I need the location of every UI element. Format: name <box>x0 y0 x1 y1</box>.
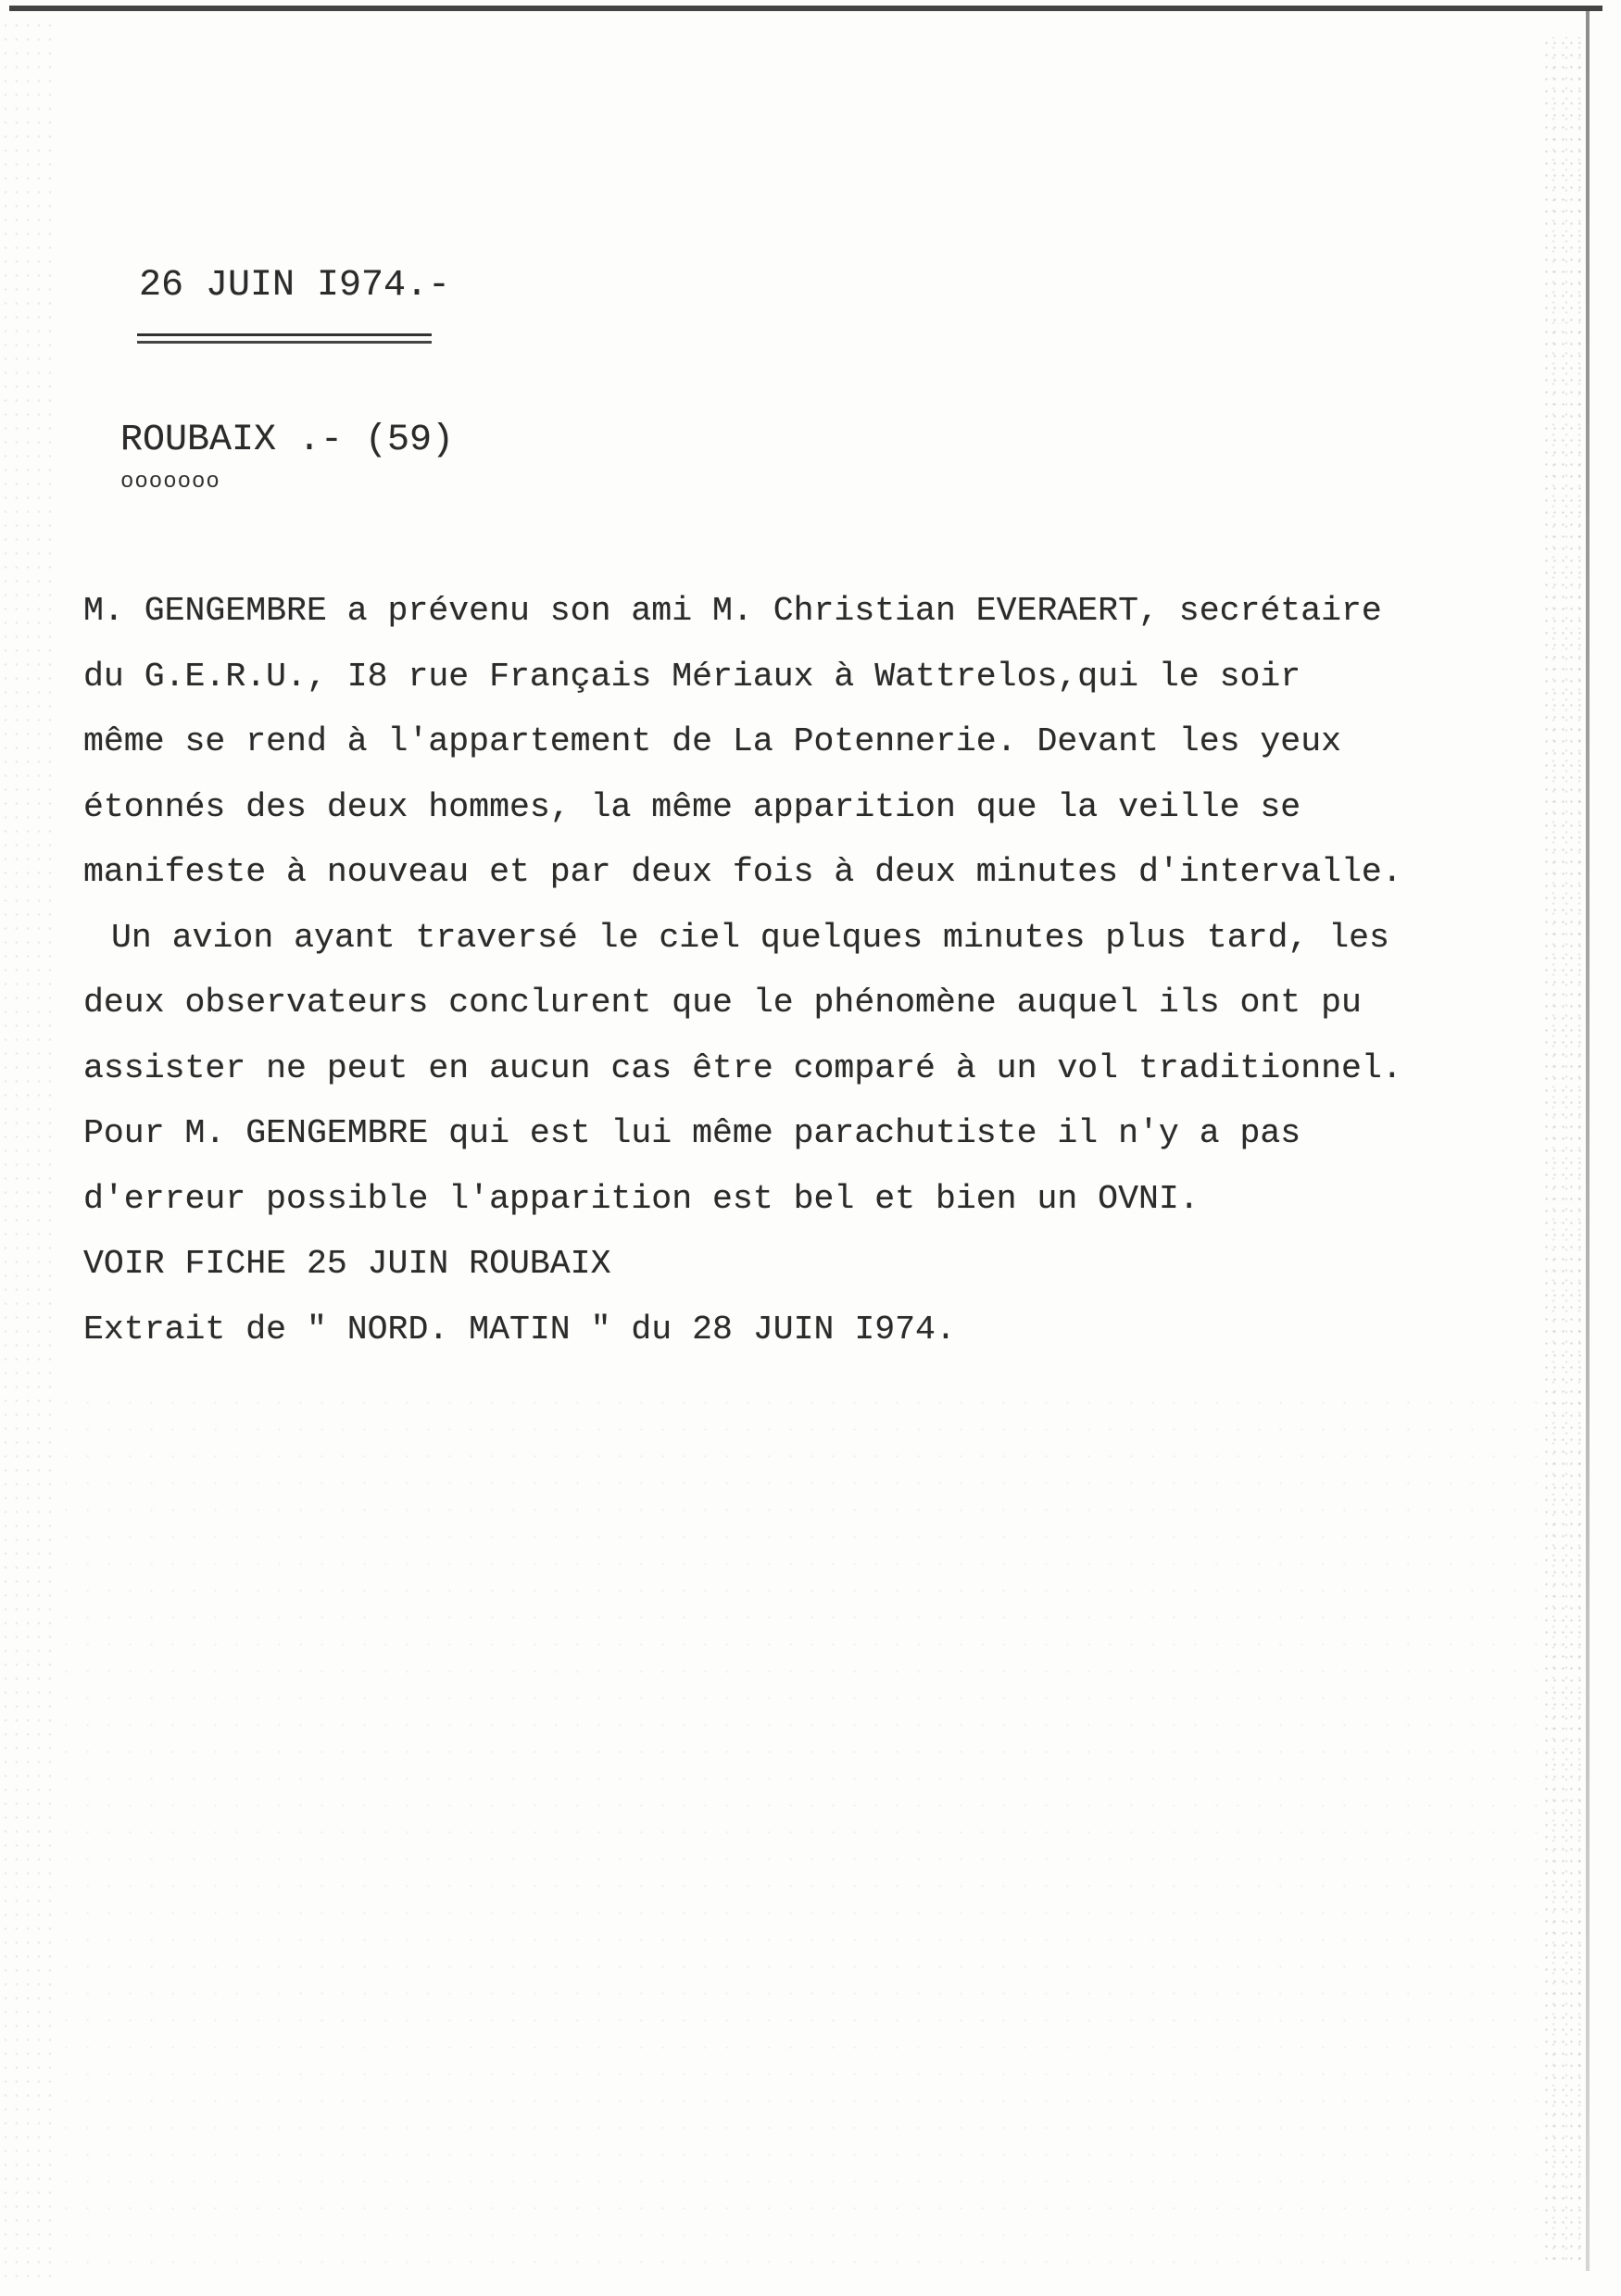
body-line: manifeste à nouveau et par deux fois à deux minutes d'intervalle. <box>83 853 1402 891</box>
body-line: deux observateurs conclurent que le phénomène auquel ils ont pu <box>83 984 1362 1022</box>
body-line: Pour M. GENGEMBRE qui est lui même parachutiste il n'y a pas <box>83 1114 1301 1152</box>
scan-right-edge <box>1586 11 1590 2271</box>
body-line: même se rend à l'appartement de La Potennerie. Devant les yeux <box>83 722 1342 760</box>
body-line: Un avion ayant traversé le ciel quelques minutes plus tard, les <box>111 918 1389 957</box>
body-line: M. GENGEMBRE a prévenu son ami M. Christian EVERAERT, secrétaire <box>83 592 1382 630</box>
scan-top-edge <box>9 6 1602 11</box>
report-body <box>83 579 1547 1362</box>
scan-noise-left <box>0 19 56 2278</box>
body-line: étonnés des deux hommes, la même apparition que la veille se <box>83 787 1301 826</box>
date-underline-double <box>137 341 432 344</box>
scan-noise-right <box>1542 37 1584 2260</box>
source-citation: Extrait de " NORD. MATIN " du 28 JUIN I974. <box>83 1310 956 1349</box>
date-underline <box>137 333 432 336</box>
location-underline: ooooooo <box>120 470 220 495</box>
report-date: 26 JUIN I974.- <box>139 265 451 307</box>
see-also-reference: VOIR FICHE 25 JUIN ROUBAIX <box>83 1245 611 1283</box>
body-line: assister ne peut en aucun cas être comparé à un vol traditionnel. <box>83 1048 1402 1087</box>
report-location: ROUBAIX .- (59) <box>120 420 455 461</box>
scan-noise-field <box>56 1389 1538 2278</box>
body-line: du G.E.R.U., I8 rue Français Mériaux à Wattrelos,qui le soir <box>83 657 1301 696</box>
body-line: d'erreur possible l'apparition est bel et bien un OVNI. <box>83 1179 1200 1218</box>
